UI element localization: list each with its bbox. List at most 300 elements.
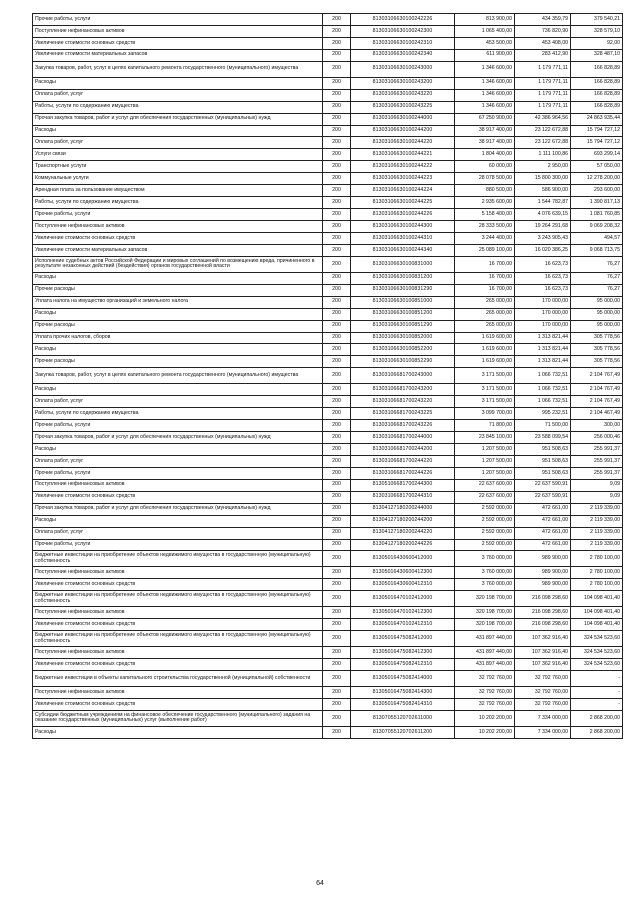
table-row [33,607,623,619]
row-approved-amount: 320 198 700,00 [455,619,515,631]
row-executed-amount: 32 792 760,00 [515,699,571,711]
row-unexecuted-amount: 2 868 200,00 [571,726,623,738]
table-row [33,61,623,77]
row-executed-amount: 170 000,00 [515,296,571,308]
row-name: Поступление нефинансовых активов [33,647,323,659]
row-executed-amount: 453 408,00 [515,37,571,49]
row-approved-amount: 1 619 600,00 [455,356,515,368]
row-unexecuted-amount: 166 828,89 [571,61,623,77]
row-unexecuted-amount: 2 868 200,00 [571,710,623,726]
row-executed-amount: 1 111 100,86 [515,149,571,161]
row-executed-amount: 19 264 291,68 [515,221,571,233]
row-name: Расходы [33,726,323,738]
row-name: Работы, услуги по содержанию имущества [33,101,323,113]
table-row [33,408,623,420]
row-line-code: 200 [323,515,351,527]
row-line-code: 200 [323,671,351,687]
table-row [33,232,623,244]
row-approved-amount: 265 000,00 [455,320,515,332]
row-budget-code: 81303106681700243200 [351,384,455,396]
row-name: Поступление нефинансовых активов [33,567,323,579]
row-name: Расходы [33,308,323,320]
row-line-code: 200 [323,607,351,619]
row-approved-amount: 1 346 600,00 [455,61,515,77]
row-budget-code: 81303106630100851200 [351,308,455,320]
row-executed-amount: 32 792 760,00 [515,687,571,699]
row-executed-amount: 1 066 732,51 [515,384,571,396]
table-row [33,368,623,384]
row-executed-amount: 1 313 821,44 [515,344,571,356]
row-name: Работы, услуги по содержанию имущества [33,408,323,420]
row-approved-amount: 320 198 700,00 [455,607,515,619]
table-row [33,308,623,320]
row-line-code: 200 [323,551,351,567]
table-row [33,467,623,479]
row-executed-amount: 23 122 672,88 [515,125,571,137]
row-executed-amount: 1 179 771,11 [515,61,571,77]
row-line-code: 200 [323,384,351,396]
row-unexecuted-amount: 2 119 339,00 [571,515,623,527]
row-line-code: 200 [323,61,351,77]
row-approved-amount: 67 250 900,00 [455,113,515,125]
table-row [33,503,623,515]
row-line-code: 200 [323,14,351,26]
table-row [33,591,623,607]
row-approved-amount: 3 099 700,00 [455,408,515,420]
row-unexecuted-amount: 1 081 760,85 [571,209,623,221]
row-unexecuted-amount: 255 991,37 [571,444,623,456]
row-unexecuted-amount: 305 778,56 [571,332,623,344]
row-unexecuted-amount: 9,09 [571,479,623,491]
row-approved-amount: 3 760 000,00 [455,567,515,579]
row-approved-amount: 2 592 000,00 [455,539,515,551]
row-unexecuted-amount: 255 991,37 [571,455,623,467]
row-budget-code: 81305016475082414310 [351,699,455,711]
row-line-code: 200 [323,567,351,579]
row-unexecuted-amount: 2 104 767,49 [571,396,623,408]
row-line-code: 200 [323,25,351,37]
row-name: Закупка товаров, работ, услуг в целях капитального ремонта государственного (муниципального) имущества [33,368,323,384]
row-executed-amount: 951 508,63 [515,467,571,479]
row-approved-amount: 38 917 400,00 [455,137,515,149]
row-approved-amount: 22 637 600,00 [455,479,515,491]
table-row [33,244,623,256]
row-line-code: 200 [323,659,351,671]
row-line-code: 200 [323,272,351,284]
row-line-code: 200 [323,284,351,296]
row-executed-amount: 1 179 771,11 [515,101,571,113]
table-row [33,710,623,726]
row-budget-code: 81303106630100244000 [351,113,455,125]
row-unexecuted-amount: - [571,671,623,687]
row-budget-code: 81303106630100244340 [351,244,455,256]
row-budget-code: 81304127180200244226 [351,539,455,551]
row-name: Уплата прочих налогов, сборов [33,332,323,344]
row-line-code: 200 [323,173,351,185]
row-line-code: 200 [323,687,351,699]
row-budget-code: 81303106681700244000 [351,432,455,444]
table-row [33,320,623,332]
row-name: Прочие работы, услуги [33,420,323,432]
row-approved-amount: 1 346 600,00 [455,89,515,101]
row-unexecuted-amount: 305 778,56 [571,344,623,356]
row-unexecuted-amount: 379 540,21 [571,14,623,26]
row-name: Прочие работы, услуги [33,209,323,221]
row-line-code: 200 [323,420,351,432]
row-name: Увеличение стоимости основных средств [33,579,323,591]
row-name: Бюджетные инвестиции в объекты капитального строительства государственной (муниципальной) собственности [33,671,323,687]
row-line-code: 200 [323,726,351,738]
row-executed-amount: 3 243 905,43 [515,232,571,244]
row-unexecuted-amount: 324 534 523,60 [571,631,623,647]
row-unexecuted-amount: 95 000,00 [571,296,623,308]
row-unexecuted-amount: 494,57 [571,232,623,244]
row-unexecuted-amount: - [571,687,623,699]
row-line-code: 200 [323,197,351,209]
row-budget-code: 81303106630100244224 [351,185,455,197]
row-name: Расходы [33,77,323,89]
row-executed-amount: 989 900,00 [515,567,571,579]
row-budget-code: 81303106630100244220 [351,137,455,149]
row-budget-code: 81303106630100243220 [351,89,455,101]
row-unexecuted-amount: 2 119 339,00 [571,503,623,515]
row-line-code: 200 [323,479,351,491]
row-approved-amount: 3 171 500,00 [455,368,515,384]
row-line-code: 200 [323,408,351,420]
table-row [33,256,623,272]
row-budget-code: 81305016475082412000 [351,631,455,647]
row-budget-code: 81303106681700243000 [351,368,455,384]
row-name: Расходы [33,344,323,356]
table-row [33,49,623,61]
row-executed-amount: 4 076 639,15 [515,209,571,221]
row-name: Поступление нефинансовых активов [33,607,323,619]
row-unexecuted-amount: 166 828,89 [571,101,623,113]
row-budget-code: 81305016470102412300 [351,607,455,619]
row-budget-code: 81303106681700244200 [351,444,455,456]
row-approved-amount: 1 207 500,00 [455,455,515,467]
row-budget-code: 81305016430600412300 [351,567,455,579]
row-unexecuted-amount: 76,27 [571,256,623,272]
row-name: Поступление нефинансовых активов [33,687,323,699]
table-row [33,185,623,197]
row-budget-code: 81305016430600412310 [351,579,455,591]
row-budget-code: 81303106630100243000 [351,61,455,77]
row-approved-amount: 431 897 440,00 [455,631,515,647]
row-name: Прочие расходы [33,284,323,296]
row-approved-amount: 3 171 500,00 [455,396,515,408]
row-unexecuted-amount: 255 991,37 [571,467,623,479]
row-unexecuted-amount: 324 534 523,60 [571,659,623,671]
row-name: Увеличение стоимости основных средств [33,699,323,711]
table-row [33,551,623,567]
expenditure-table [32,13,623,739]
row-name: Бюджетные инвестиции на приобретение объектов недвижимого имущества в государственную (муниципальную) собственность [33,631,323,647]
row-approved-amount: 60 000,00 [455,161,515,173]
table-row [33,149,623,161]
row-line-code: 200 [323,356,351,368]
row-line-code: 200 [323,396,351,408]
row-executed-amount: 216 098 298,60 [515,619,571,631]
row-line-code: 200 [323,455,351,467]
row-line-code: 200 [323,539,351,551]
row-executed-amount: 16 623,73 [515,272,571,284]
row-unexecuted-amount: 24 863 935,44 [571,113,623,125]
row-budget-code: 81303106630100244221 [351,149,455,161]
row-budget-code: 81303106630100243225 [351,101,455,113]
table-row [33,384,623,396]
row-executed-amount: 23 588 099,54 [515,432,571,444]
row-unexecuted-amount: - [571,699,623,711]
table-row [33,567,623,579]
row-approved-amount: 71 800,00 [455,420,515,432]
row-unexecuted-amount: 2 780 100,00 [571,567,623,579]
row-approved-amount: 16 700,00 [455,272,515,284]
row-line-code: 200 [323,232,351,244]
row-approved-amount: 2 592 000,00 [455,503,515,515]
table-body [33,14,623,739]
row-line-code: 200 [323,320,351,332]
table-row [33,539,623,551]
row-executed-amount: 434 359,79 [515,14,571,26]
row-budget-code: 81303106630100244226 [351,209,455,221]
row-name: Прочие работы, услуги [33,539,323,551]
row-budget-code: 81303106630100242226 [351,14,455,26]
row-name: Поступление нефинансовых активов [33,25,323,37]
row-approved-amount: 611 900,00 [455,49,515,61]
row-name: Прочая закупка товаров, работ и услуг для обеспечения государственных (муниципальных) нужд [33,432,323,444]
table-row [33,619,623,631]
row-approved-amount: 10 202 200,00 [455,710,515,726]
row-executed-amount: 32 792 760,00 [515,671,571,687]
row-executed-amount: 16 020 386,25 [515,244,571,256]
row-executed-amount: 951 508,63 [515,444,571,456]
row-name: Увеличение стоимости основных средств [33,232,323,244]
row-line-code: 200 [323,591,351,607]
row-budget-code: 81303106630100244310 [351,232,455,244]
row-executed-amount: 170 000,00 [515,308,571,320]
row-budget-code: 81303106630100244223 [351,173,455,185]
row-line-code: 200 [323,37,351,49]
row-budget-code: 81303106630100851290 [351,320,455,332]
table-row [33,579,623,591]
row-budget-code: 81304127180200244200 [351,515,455,527]
row-unexecuted-amount: 15 794 727,12 [571,137,623,149]
row-approved-amount: 32 792 760,00 [455,687,515,699]
row-executed-amount: 1 179 771,11 [515,89,571,101]
row-unexecuted-amount: 2 780 100,00 [571,579,623,591]
row-line-code: 200 [323,221,351,233]
row-executed-amount: 71 500,00 [515,420,571,432]
row-budget-code: 81303106630100244300 [351,221,455,233]
row-unexecuted-amount: 2 104 767,49 [571,368,623,384]
row-budget-code: 81303106630100244222 [351,161,455,173]
row-unexecuted-amount: 104 098 401,40 [571,619,623,631]
row-name: Расходы [33,125,323,137]
row-name: Прочие работы, услуги [33,467,323,479]
row-approved-amount: 2 935 600,00 [455,197,515,209]
row-unexecuted-amount: 95 000,00 [571,308,623,320]
row-line-code: 200 [323,77,351,89]
row-budget-code: 81303106630100243200 [351,77,455,89]
row-name: Транспортные услуги [33,161,323,173]
row-name: Арендная плата за пользование имуществом [33,185,323,197]
row-name: Оплата работ, услуг [33,89,323,101]
row-budget-code: 81307055120702611000 [351,710,455,726]
row-budget-code: 81303106630100851000 [351,296,455,308]
row-unexecuted-amount: 12 278 200,00 [571,173,623,185]
row-executed-amount: 22 637 590,91 [515,491,571,503]
row-name: Прочие работы, услуги [33,14,323,26]
row-approved-amount: 1 065 400,00 [455,25,515,37]
row-approved-amount: 22 637 600,00 [455,491,515,503]
row-name: Бюджетные инвестиции на приобретение объектов недвижимого имущества в государственную (муниципальную) собственность [33,551,323,567]
row-unexecuted-amount: 2 780 100,00 [571,551,623,567]
row-unexecuted-amount: 300,00 [571,420,623,432]
row-approved-amount: 3 760 000,00 [455,551,515,567]
row-unexecuted-amount: 95 000,00 [571,320,623,332]
row-executed-amount: 995 232,51 [515,408,571,420]
row-budget-code: 81303106630100244225 [351,197,455,209]
row-approved-amount: 880 500,00 [455,185,515,197]
row-executed-amount: 16 623,73 [515,256,571,272]
row-line-code: 200 [323,631,351,647]
table-row [33,14,623,26]
row-budget-code: 81303106630100242340 [351,49,455,61]
table-row [33,455,623,467]
row-executed-amount: 472 661,00 [515,503,571,515]
table-row [33,432,623,444]
row-unexecuted-amount: 166 828,89 [571,77,623,89]
row-budget-code: 81305016475082412300 [351,647,455,659]
row-approved-amount: 265 000,00 [455,308,515,320]
page-number: 64 [316,880,324,887]
row-name: Прочая закупка товаров, работ и услуг для обеспечения государственных (муниципальных) нужд [33,113,323,125]
row-approved-amount: 1 346 600,00 [455,77,515,89]
row-executed-amount: 16 623,73 [515,284,571,296]
row-approved-amount: 32 792 760,00 [455,699,515,711]
row-name: Прочая закупка товаров, работ и услуг для обеспечения государственных (муниципальных) нужд [33,503,323,515]
row-approved-amount: 28 333 500,00 [455,221,515,233]
row-approved-amount: 1 619 600,00 [455,344,515,356]
row-unexecuted-amount: 328 487,10 [571,49,623,61]
row-approved-amount: 431 897 440,00 [455,659,515,671]
row-approved-amount: 453 500,00 [455,37,515,49]
row-approved-amount: 5 158 400,00 [455,209,515,221]
row-unexecuted-amount: 256 000,46 [571,432,623,444]
row-line-code: 200 [323,491,351,503]
row-approved-amount: 23 845 100,00 [455,432,515,444]
row-budget-code: 81304127180200244220 [351,527,455,539]
row-executed-amount: 951 508,63 [515,455,571,467]
row-name: Работы, услуги по содержанию имущества [33,197,323,209]
row-budget-code: 81303106630100244200 [351,125,455,137]
table-row [33,332,623,344]
table-row [33,687,623,699]
table-row [33,173,623,185]
table-row [33,356,623,368]
row-budget-code: 81303106630100242310 [351,37,455,49]
row-executed-amount: 1 066 732,51 [515,396,571,408]
row-approved-amount: 431 897 440,00 [455,647,515,659]
table-row [33,221,623,233]
table-row [33,77,623,89]
row-line-code: 200 [323,579,351,591]
row-budget-code: 81303106630100852290 [351,356,455,368]
row-unexecuted-amount: 76,27 [571,272,623,284]
row-line-code: 200 [323,444,351,456]
row-line-code: 200 [323,308,351,320]
row-budget-code: 81303106630100852200 [351,344,455,356]
row-budget-code: 81305016475082412310 [351,659,455,671]
row-executed-amount: 472 661,00 [515,539,571,551]
row-line-code: 200 [323,185,351,197]
row-approved-amount: 1 207 500,00 [455,444,515,456]
row-executed-amount: 7 334 000,00 [515,726,571,738]
row-executed-amount: 216 098 298,60 [515,607,571,619]
row-line-code: 200 [323,503,351,515]
row-name: Расходы [33,384,323,396]
table-row [33,647,623,659]
row-budget-code: 81305016430600412000 [351,551,455,567]
table-row [33,479,623,491]
row-budget-code: 81303106681700243220 [351,396,455,408]
row-line-code: 200 [323,89,351,101]
row-executed-amount: 107 362 916,40 [515,659,571,671]
table-row [33,420,623,432]
row-name: Коммунальные услуги [33,173,323,185]
table-row [33,296,623,308]
row-unexecuted-amount: 9 068 713,75 [571,244,623,256]
row-line-code: 200 [323,161,351,173]
row-executed-amount: 170 000,00 [515,320,571,332]
row-unexecuted-amount: 166 828,89 [571,89,623,101]
row-line-code: 200 [323,710,351,726]
row-line-code: 200 [323,137,351,149]
row-budget-code: 81305016475082414300 [351,687,455,699]
row-budget-code: 81303106630100242300 [351,25,455,37]
table-row [33,197,623,209]
row-name: Оплата работ, услуг [33,527,323,539]
row-line-code: 200 [323,619,351,631]
row-unexecuted-amount: 104 098 401,40 [571,607,623,619]
row-approved-amount: 320 198 700,00 [455,591,515,607]
row-executed-amount: 23 122 672,88 [515,137,571,149]
row-executed-amount: 42 386 964,56 [515,113,571,125]
row-unexecuted-amount: 57 050,00 [571,161,623,173]
row-executed-amount: 107 362 916,40 [515,631,571,647]
row-approved-amount: 2 592 000,00 [455,515,515,527]
table-row [33,89,623,101]
row-line-code: 200 [323,368,351,384]
row-executed-amount: 283 412,90 [515,49,571,61]
row-approved-amount: 1 804 400,00 [455,149,515,161]
table-row [33,137,623,149]
row-executed-amount: 472 661,00 [515,515,571,527]
row-approved-amount: 10 202 200,00 [455,726,515,738]
row-approved-amount: 3 244 400,00 [455,232,515,244]
row-unexecuted-amount: 305 778,56 [571,356,623,368]
row-name: Прочие расходы [33,356,323,368]
row-unexecuted-amount: 92,00 [571,37,623,49]
row-line-code: 200 [323,432,351,444]
row-line-code: 200 [323,244,351,256]
row-executed-amount: 472 661,00 [515,527,571,539]
row-approved-amount: 16 700,00 [455,256,515,272]
table-row [33,344,623,356]
row-budget-code: 81303106630100831290 [351,284,455,296]
row-name: Увеличение стоимости основных средств [33,619,323,631]
